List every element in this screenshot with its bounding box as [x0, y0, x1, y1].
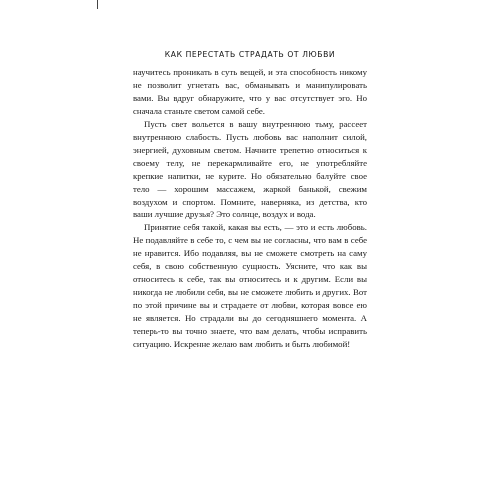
body-text — [133, 66, 367, 351]
paragraph-3: Принятие себя такой, какая вы есть, — это и есть любовь. Не подавляйте в себе то, с чем вы не согласны, что вам в себе не нравится. Ибо подавляя, вы не сможете смотреть на саму себя, в свою собственную сущность. Уясните, что как вы относитесь к себе, так вы относитесь и к другим. Если вы никогда не любили себя, вы не сможете любить и других. Вот по этой причине вы и страдаете от любви, которая вовсе ею не является. Но страдали вы до сегодняшнего момента. А теперь-то вы точно знаете, что вам делать, чтобы исправить ситуацию. Искренне желаю вам любить и быть любимой! — [133, 222, 367, 350]
running-head: КАК ПЕРЕСТАТЬ СТРАДАТЬ ОТ ЛЮБВИ — [164, 50, 336, 59]
crop-mark — [97, 0, 98, 9]
paragraph-2: Пусть свет вольется в вашу внутреннюю тьму, рассеет внутреннюю слабость. Пусть любовь вас наполнит силой, энергией, духовным светом. Начните трепетно относиться к своему телу, не перекармливайте его, не употребляйте крепкие напитки, не курите. Но обязательно балуйте свое тело — хорошим массажем, жаркой банькой, свежим воздухом и спортом. Помните, наверняка, из детства, кто ваши лучшие друзья? Это солнце, воздух и вода. — [133, 118, 367, 220]
paragraph-1: научитесь проникать в суть вещей, и эта способность никому не позволит угнетать вас, обманывать и манипулировать вами. Вы вдруг обнаружите, что у вас отсутствует эго. Но сначала станьте светом самой себе. — [133, 67, 367, 116]
